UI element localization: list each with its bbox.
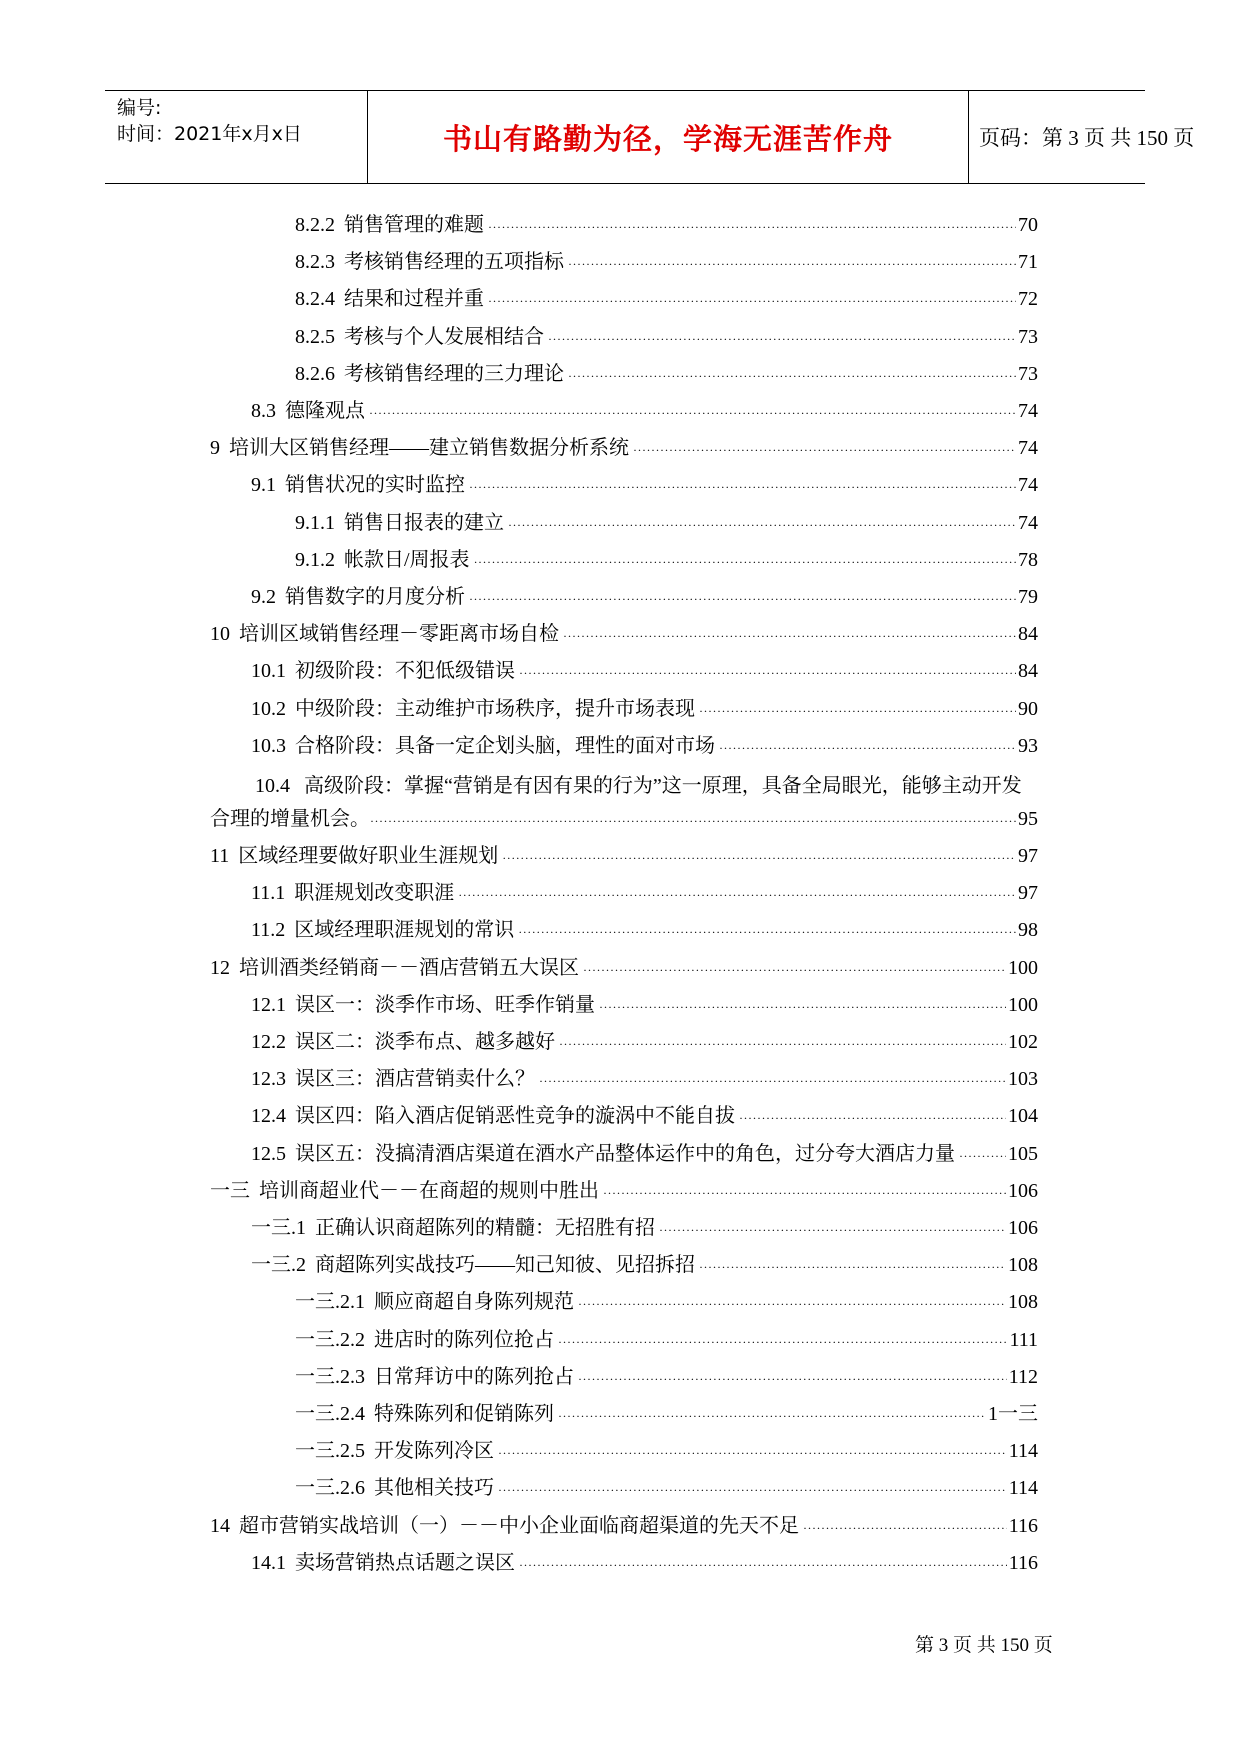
toc-entry-page: 104 [1008,1105,1038,1128]
toc-entry-page: 79 [1018,586,1038,608]
toc-entry-page: 97 [1018,882,1038,905]
toc-entry-title: 误区四：陷入酒店促销恶性竞争的漩涡中不能自拔 [295,1105,735,1128]
toc-leader-dots [519,1548,1007,1582]
toc-entry-title: 高级阶段：掌握“营销是有因有果的行为”这一原理，具备全局眼光，能够主动开发 [304,775,1022,797]
toc-entry[interactable] [295,1323,1038,1357]
toc-entry[interactable] [210,1174,1038,1208]
toc-leader-dots [474,545,1016,579]
toc-entry-number: 8.3 [251,400,276,422]
toc-leader-dots [578,1362,1007,1396]
toc-entry-title: 卖场营销热点话题之误区 [295,1551,515,1574]
toc-entry-number: 10.4 [255,775,290,797]
toc-entry-number: 10.3 [251,734,286,757]
toc-entry-number: 12.1 [251,993,286,1016]
toc-leader-dots [563,619,1016,653]
toc-leader-dots [370,805,1016,838]
toc-entry[interactable] [251,468,1038,502]
toc-entry-title: 帐款日/周报表 [344,548,470,571]
toc-leader-dots [719,731,1016,765]
toc-entry-page: 84 [1018,623,1038,646]
toc-entry-title: 其他相关技巧 [374,1477,494,1500]
toc-leader-dots [498,1436,1007,1470]
toc-entry-number: 11.1 [251,882,286,905]
toc-entry-title: 超市营销实战培训（一）－－中小企业面临商超渠道的先天不足 [239,1514,799,1537]
toc-leader-dots [488,210,1016,244]
toc-leader-dots [633,433,1016,467]
toc-entry-title: 正确认识商超陈列的精髓：无招胜有招 [315,1217,655,1239]
toc-entry-title: 培训商超业代－－在商超的规则中胜出 [259,1179,599,1202]
toc-entry-page: 102 [1008,1031,1038,1053]
toc-leader-dots [578,1287,1006,1321]
motto: 书山有路勤为径，学海无涯苦作舟 [368,91,969,183]
toc-entry-page: 114 [1008,1440,1038,1463]
toc-entry-page: 111 [1009,1328,1038,1351]
toc-entry[interactable] [251,394,1038,428]
toc-entry-page: 93 [1018,734,1038,757]
toc-entry-number: 8.2.5 [295,325,335,348]
toc-entry-page: 78 [1018,548,1038,571]
toc-entry-title: 职涯规划改变职涯 [294,882,455,905]
toc-entry-title: 销售日报表的建立 [344,511,504,534]
toc-entry[interactable] [251,1248,1038,1282]
toc-entry-number: 一三.2.2 [295,1328,365,1351]
toc-entry[interactable] [295,357,1038,391]
toc-leader-dots [508,508,1016,542]
toc-leader-dots [369,396,1016,430]
toc-entry-title: 进店时的陈列位抢占 [374,1328,554,1351]
toc-entry-title: 结果和过程并重 [344,288,484,311]
toc-entry[interactable] [251,1546,1038,1580]
toc-leader-dots [539,1064,1006,1098]
toc-entry[interactable] [251,988,1038,1022]
toc-leader-dots [583,953,1006,987]
toc-entry-page: 70 [1018,214,1038,236]
toc-entry-number: 8.2.6 [295,362,335,385]
toc-entry-title: 培训酒类经销商－－酒店营销五大误区 [239,956,579,979]
toc-entry-number: 11 [210,845,230,867]
toc-entry[interactable] [251,692,1038,726]
toc-entry[interactable] [251,654,1038,688]
toc-entry[interactable] [210,431,1038,465]
toc-entry-number: 12.2 [251,1031,286,1053]
toc-entry-page: 103 [1008,1068,1038,1091]
toc-entry-number: 12 [210,956,230,979]
toc-leader-dots [518,915,1016,949]
toc-entry-number: 12.5 [251,1142,286,1165]
toc-entry-number: 9 [210,437,220,460]
toc-entry[interactable] [210,839,1038,873]
toc-entry-page: 106 [1008,1179,1038,1202]
toc-leader-dots [568,247,1016,281]
toc-entry-title: 初级阶段：不犯低级错误 [295,660,515,683]
toc-leader-dots [469,582,1016,616]
toc-leader-dots [699,694,1016,728]
toc-entry[interactable] [251,1062,1038,1096]
toc-entry-number: 一三.2.1 [295,1291,365,1314]
toc-entry-number: 9.1 [251,474,276,497]
toc-entry-page: 72 [1018,288,1038,311]
toc-leader-dots [959,1139,1006,1173]
toc-entry-title: 开发陈列冷区 [374,1440,494,1463]
toc-entry-number: 9.2 [251,586,276,608]
toc-entry-page: 74 [1018,400,1038,422]
toc-entry[interactable] [251,580,1038,614]
toc-entry-number: 一三.2.4 [295,1403,365,1425]
toc-leader-dots [568,359,1016,393]
toc-entry-title: 误区三：酒店营销卖什么？ [295,1068,535,1091]
toc-entry-number: 9.1.1 [295,511,335,534]
toc-entry[interactable] [295,506,1038,540]
toc-leader-dots [519,656,1016,690]
toc-entry[interactable] [295,1471,1038,1505]
toc-entry-number: 一三.1 [251,1217,306,1239]
toc-entry[interactable] [295,1360,1038,1394]
toc-entry-title: 考核销售经理的三力理论 [344,362,564,385]
toc-entry-10-4[interactable] [210,770,1038,838]
toc-entry[interactable] [295,1285,1038,1319]
toc-entry[interactable] [210,1509,1038,1543]
toc-entry-page: 73 [1018,362,1038,385]
toc-entry[interactable] [295,282,1038,316]
toc-entry-number: 10.2 [251,697,286,720]
toc-leader-dots [739,1101,1006,1135]
toc-entry[interactable] [295,245,1038,279]
toc-entry-title: 德隆观点 [285,400,365,422]
toc-entry[interactable] [210,951,1038,985]
toc-leader-dots [603,1176,1006,1210]
toc-entry-page: 105 [1008,1142,1038,1165]
toc-leader-dots [548,322,1016,356]
toc-entry-title: 误区五：没搞清酒店渠道在酒水产品整体运作中的角色，过分夸大酒店力量 [295,1142,955,1165]
toc-entry-number: 10.1 [251,660,286,683]
toc-entry-number: 8.2.2 [295,214,335,236]
toc-entry-title: 考核与个人发展相结合 [344,325,544,348]
toc-entry[interactable] [295,543,1038,577]
toc-entry-title: 特殊陈列和促销陈列 [374,1403,554,1425]
toc-entry-number: 14.1 [251,1551,286,1574]
toc-entry-title-cont: 合理的增量机会。 [210,808,370,830]
toc-entry[interactable] [295,320,1038,354]
toc-entry-number: 8.2.3 [295,251,335,274]
toc-entry-title: 误区一：淡季作市场、旺季作销量 [295,993,595,1016]
toc-entry[interactable] [251,729,1038,763]
toc-leader-dots [458,878,1016,912]
time-label: 时间：2021年x月x日 [117,123,302,145]
toc-entry-title: 中级阶段：主动维护市场秩序，提升市场表现 [295,697,695,720]
toc-entry-number: 11.2 [251,919,286,942]
toc-entry-number: 一三 [210,1179,250,1202]
toc-entry-number: 8.2.4 [295,288,335,311]
toc-leader-dots [488,284,1016,318]
toc-entry-number: 10 [210,623,230,646]
toc-entry-title: 考核销售经理的五项指标 [344,251,564,274]
toc-entry[interactable] [251,876,1038,910]
toc-leader-dots [502,841,1016,875]
toc-entry-page: 90 [1018,697,1038,720]
toc-entry-number: 12.4 [251,1105,286,1128]
toc-entry-page: 74 [1018,511,1038,534]
toc-leader-dots [498,1473,1007,1507]
toc-entry-number: 一三.2.5 [295,1440,365,1463]
toc-entry[interactable] [251,1099,1038,1133]
toc-entry-number: 一三.2 [251,1254,306,1277]
toc-entry-page: 108 [1008,1254,1038,1277]
toc-entry-page: 100 [1008,956,1038,979]
toc-leader-dots [469,470,1016,504]
page-header [105,90,1195,184]
toc-leader-dots [659,1213,1006,1247]
toc-leader-dots [803,1511,1007,1545]
toc-entry-title: 销售管理的难题 [344,214,484,236]
toc-entry-title: 销售状况的实时监控 [285,474,465,497]
toc-leader-dots [559,1027,1006,1061]
toc-entry[interactable] [210,617,1038,651]
toc-entry-number: 一三.2.3 [295,1365,365,1388]
toc-entry-page: 84 [1018,660,1038,683]
toc-entry-page: 106 [1008,1217,1038,1239]
toc-entry-number: 12.3 [251,1068,286,1091]
toc-entry-page: 71 [1018,251,1038,274]
toc-entry[interactable] [295,208,1038,242]
toc-entry-title: 日常拜访中的陈列抢占 [374,1365,574,1388]
toc-entry-title: 误区二：淡季布点、越多越好 [295,1031,555,1053]
toc-leader-dots [599,990,1006,1024]
page-indicator: 页码：第 3 页 共 150 页 [979,126,1195,150]
toc-entry-page: 74 [1018,437,1038,460]
toc-entry[interactable] [251,1137,1038,1171]
toc-entry[interactable] [295,1397,1038,1431]
toc-entry-number: 一三.2.6 [295,1477,365,1500]
toc-entry[interactable] [251,913,1038,947]
page-footer: 第 3 页 共 150 页 [915,1635,1053,1656]
toc-entry-page: 116 [1008,1514,1038,1537]
toc-leader-dots [699,1250,1006,1284]
toc-entry[interactable] [295,1434,1038,1468]
toc-entry-page: 100 [1008,993,1038,1016]
toc-leader-dots [558,1325,1007,1359]
toc-entry[interactable] [251,1025,1038,1059]
toc-entry[interactable] [251,1211,1038,1245]
toc-entry-title: 合格阶段：具备一定企划头脑，理性的面对市场 [295,734,715,757]
toc-entry-title: 销售数字的月度分析 [285,586,465,608]
toc-entry-title: 培训大区销售经理——建立销售数据分析系统 [229,437,629,460]
toc-entry-title: 顺应商超自身陈列规范 [374,1291,574,1314]
toc-entry-page: 108 [1008,1291,1038,1314]
toc-entry-page: 114 [1008,1477,1038,1500]
toc-entry-number: 9.1.2 [295,548,335,571]
toc-entry-page: 73 [1018,325,1038,348]
toc-entry-title: 区域经理要做好职业生涯规划 [238,845,499,867]
toc-entry-page: 116 [1008,1551,1038,1574]
toc-entry-number: 14 [210,1514,230,1537]
toc-entry-page: 98 [1018,919,1038,942]
toc-leader-dots [558,1399,986,1433]
code-label: 编号: [117,97,162,119]
toc-entry-page: 74 [1018,474,1038,497]
toc-entry-page: 1一三 [988,1403,1038,1425]
toc-entry-page: 95 [1018,808,1038,830]
toc-entry-title: 区域经理职涯规划的常识 [294,919,515,942]
header-meta [105,91,368,183]
toc-entry-title: 商超陈列实战技巧——知己知彼、见招拆招 [315,1254,695,1277]
toc-entry-page: 97 [1018,845,1038,867]
toc-entry-title: 培训区域销售经理－零距离市场自检 [239,623,559,646]
toc-entry-page: 112 [1008,1365,1038,1388]
